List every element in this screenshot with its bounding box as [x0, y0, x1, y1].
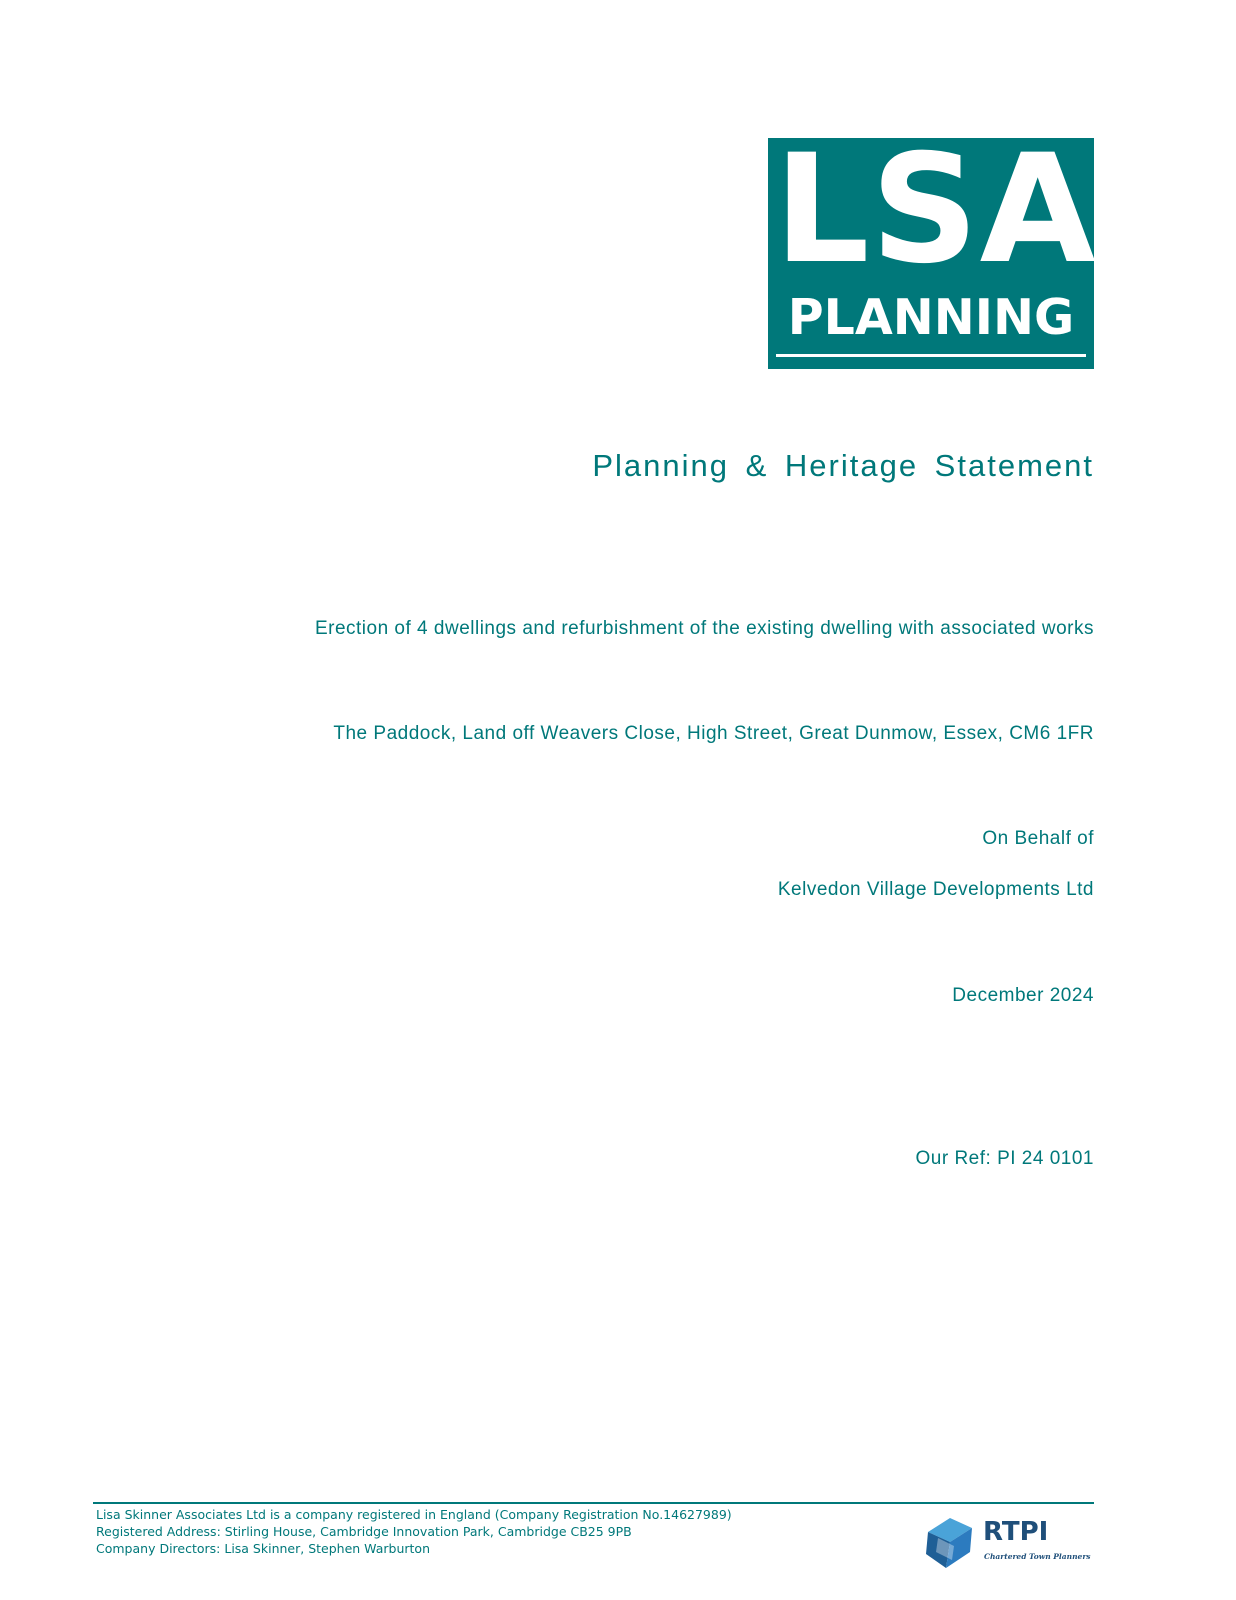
reference-number: Our Ref: PI 24 0101 — [915, 1148, 1094, 1169]
rtpi-logo-icon — [924, 1516, 976, 1570]
client-name: Kelvedon Village Developments Ltd — [777, 879, 1094, 900]
logo-brand-main: LSA — [774, 123, 1097, 297]
document-date: December 2024 — [952, 985, 1094, 1006]
rtpi-name: RTPI — [983, 1517, 1049, 1547]
rtpi-subtitle: Chartered Town Planners — [984, 1552, 1091, 1561]
document-title: Planning & Heritage Statement — [592, 448, 1094, 483]
lsa-planning-logo — [768, 123, 1097, 369]
footer-directors: Company Directors: Lisa Skinner, Stephen Warburton — [96, 1541, 430, 1556]
development-description: Erection of 4 dwellings and refurbishment of the existing dwelling with associated works — [314, 618, 1094, 639]
footer-registered-address: Registered Address: Stirling House, Cambridge Innovation Park, Cambridge CB25 9PB — [96, 1524, 632, 1539]
footer-divider — [93, 1502, 1094, 1504]
footer-registration: Lisa Skinner Associates Ltd is a company registered in England (Company Registration No.14627989) — [96, 1507, 732, 1522]
logo-brand-sub: PLANNING — [787, 289, 1075, 346]
on-behalf-label: On Behalf of — [982, 828, 1094, 849]
footer-company-info — [96, 1506, 732, 1557]
site-address: The Paddock, Land off Weavers Close, High Street, Great Dunmow, Essex, CM6 1FR — [333, 723, 1094, 744]
logo-underline — [776, 354, 1086, 357]
